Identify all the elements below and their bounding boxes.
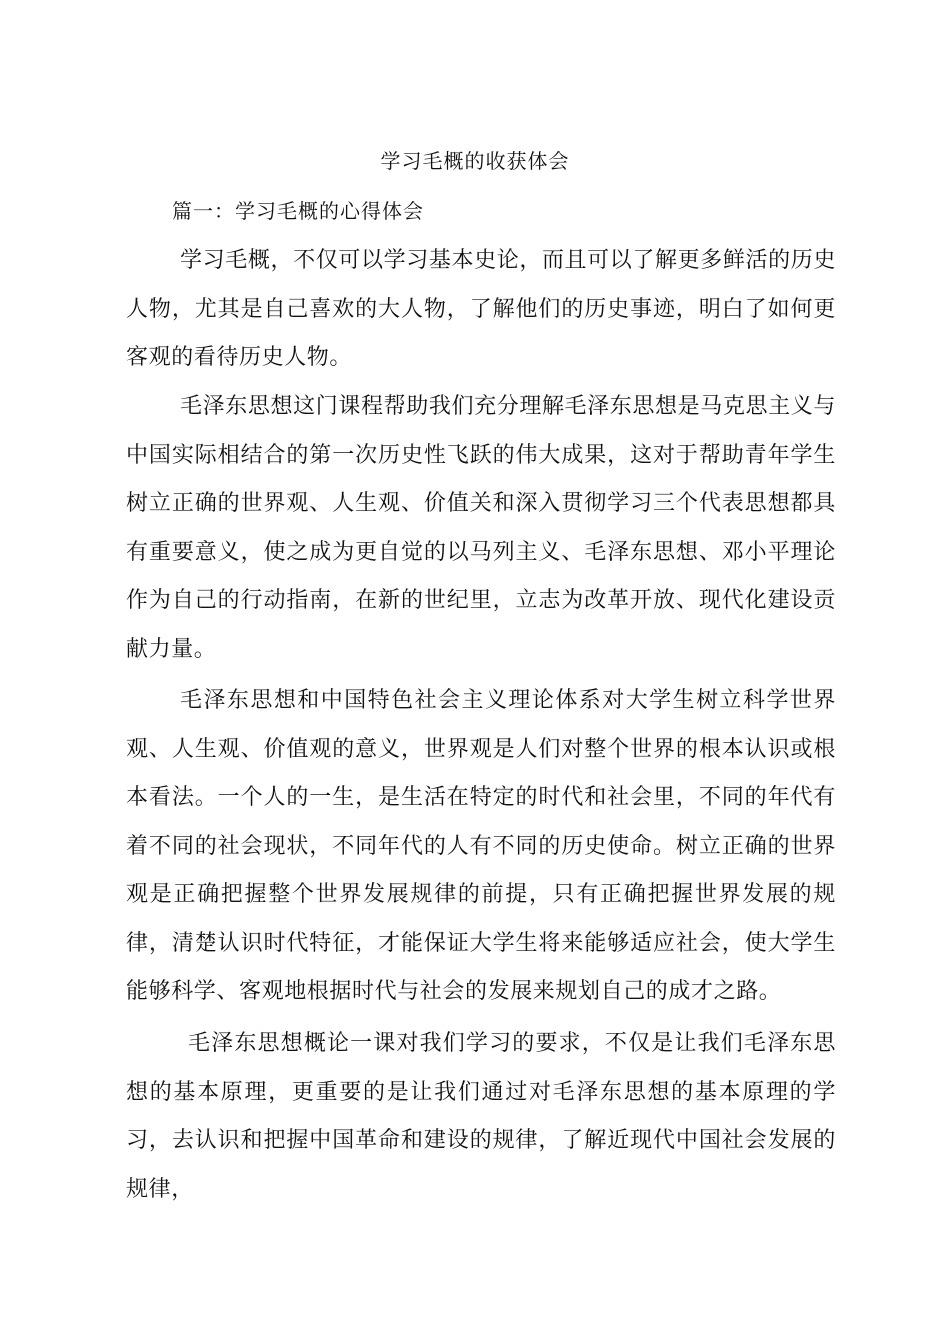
paragraph-4: 毛泽东思想概论一课对我们学习的要求，不仅是让我们毛泽东思想的基本原理，更重要的是让我们通过对毛泽东思想的基本原理的学习，去认识和把握中国革命和建设的规律，了解近现代中国社会发展的规律， — [126, 1031, 836, 1202]
paragraph-3: 毛泽东思想和中国特色社会主义理论体系对大学生树立科学世界观、人生观、价值观的意义，世界观是人们对整个世界的根本认识或根本看法。一个人的一生，是生活在特定的时代和社会里，不同的年代有着不同的社会现状，不同年代的人有不同的历史使命。树立正确的世界观是正确把握整个世界发展规律的前提，只有正确把握世界发展的规律，清楚认识时代特征，才能保证大学生将来能够适应社会，使大学生能够科学、客观地根据时代与社会的发展来规划自己的成才之路。 — [126, 688, 836, 1004]
paragraph-2: 毛泽东思想这门课程帮助我们充分理解毛泽东思想是马克思主义与中国实际相结合的第一次历史性飞跃的伟大成果，这对于帮助青年学生树立正确的世界观、人生观、价值关和深入贯彻学习三个代表思想都具有重要意义，使之成为更自觉的以马列主义、毛泽东思想、邓小平理论作为自己的行动指南，在新的世纪里，立志为改革开放、现代化建设贡献力量。 — [126, 394, 836, 662]
paragraph-1: 学习毛概，不仅可以学习基本史论，而且可以了解更多鲜活的历史人物，尤其是自己喜欢的大人物，了解他们的历史事迹，明白了如何更客观的看待历史人物。 — [126, 248, 836, 370]
document-subtitle: 篇一：学习毛概的心得体会 — [172, 199, 424, 223]
document-title: 学习毛概的收获体会 — [380, 149, 570, 173]
